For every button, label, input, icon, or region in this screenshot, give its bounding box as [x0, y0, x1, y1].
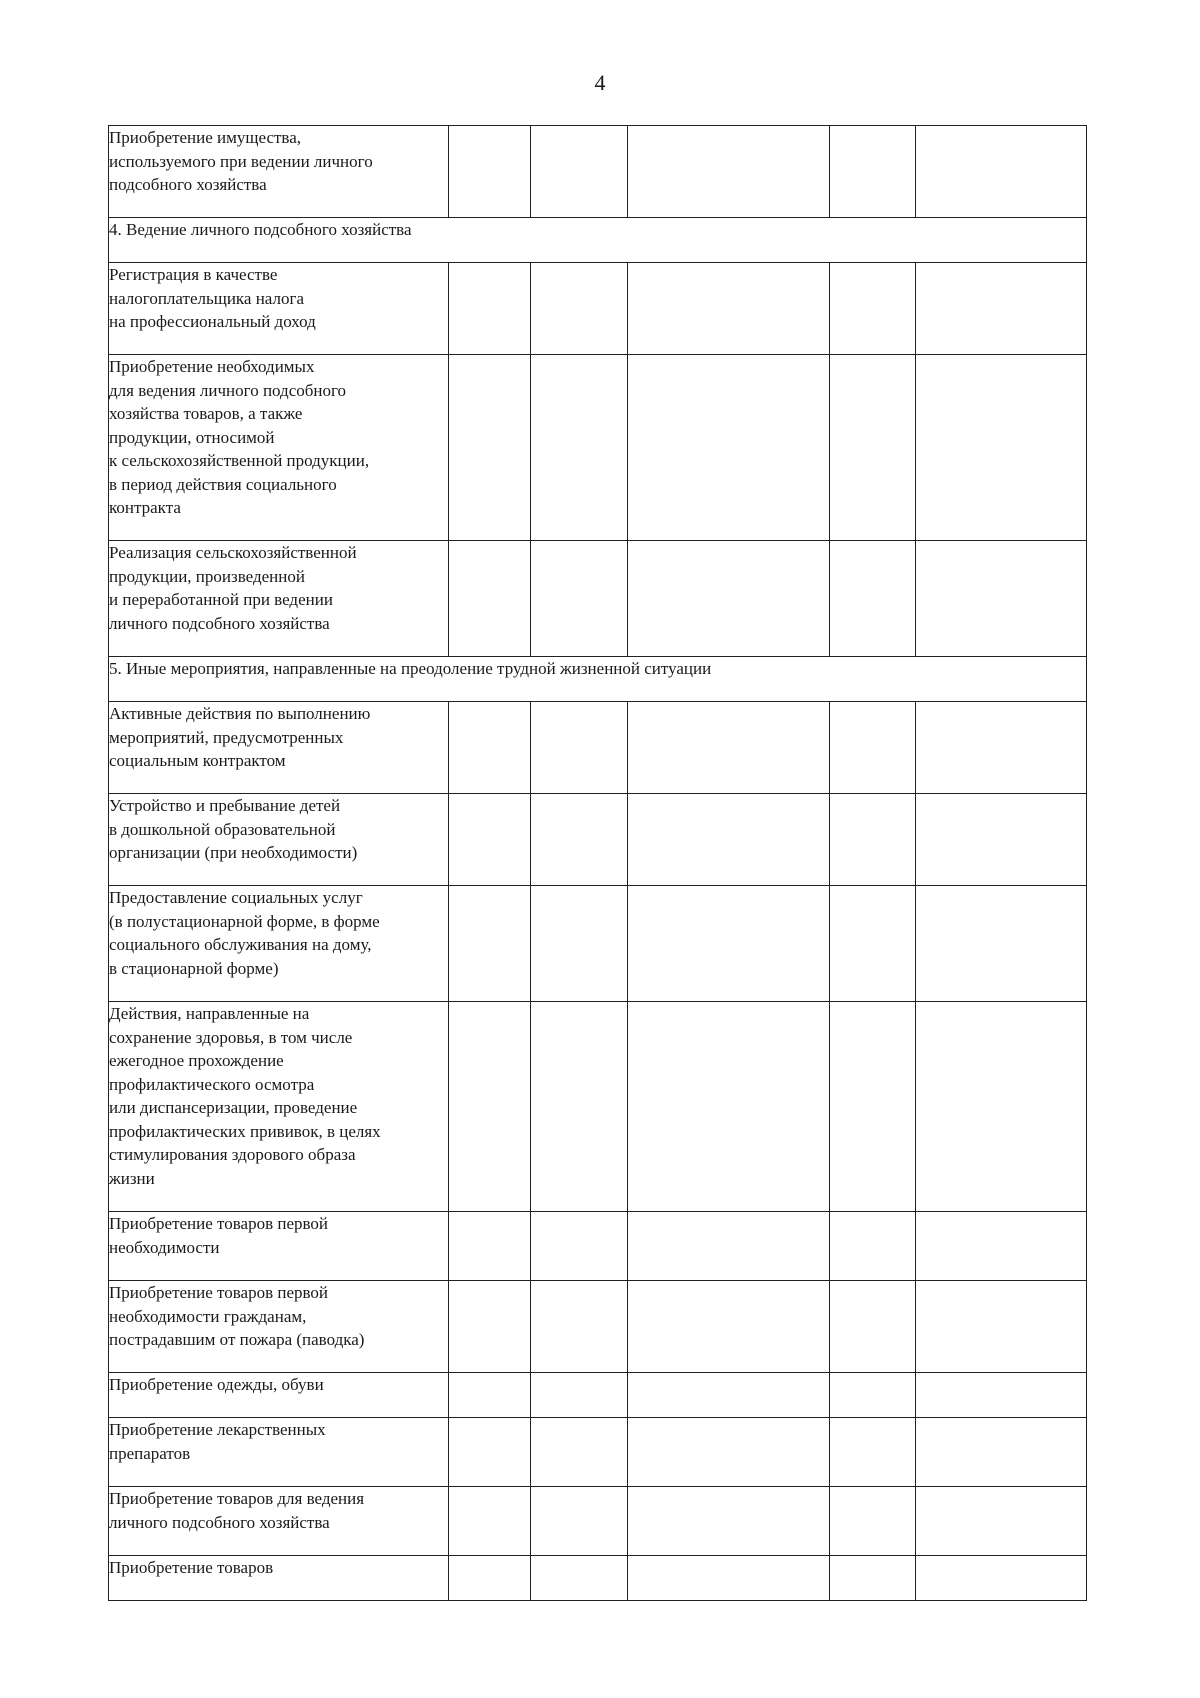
empty-cell [830, 355, 916, 541]
empty-cell [531, 1281, 628, 1373]
empty-cell [916, 1002, 1087, 1212]
measure-label: Приобретение имущества, используемого при ведении личного подсобного хозяйства [109, 126, 449, 218]
table-row [109, 1002, 1087, 1212]
empty-cell [449, 1373, 531, 1418]
empty-cell [531, 1556, 628, 1601]
empty-cell [531, 1373, 628, 1418]
measure-label: Предоставление социальных услуг (в полустационарной форме, в форме социального обслуживания на дому, в стационарной форме) [109, 886, 449, 1002]
empty-cell [916, 355, 1087, 541]
empty-cell [531, 886, 628, 1002]
empty-cell [531, 794, 628, 886]
empty-cell [916, 886, 1087, 1002]
measure-label: Приобретение необходимых для ведения личного подсобного хозяйства товаров, а также продукции, относимой к сельскохозяйственной продукции, в период действия социального контракта [109, 355, 449, 541]
empty-cell [830, 1002, 916, 1212]
empty-cell [916, 1373, 1087, 1418]
table-row [109, 126, 1087, 218]
empty-cell [916, 1487, 1087, 1556]
empty-cell [830, 886, 916, 1002]
empty-cell [916, 1212, 1087, 1281]
empty-cell [916, 702, 1087, 794]
empty-cell [628, 263, 830, 355]
empty-cell [628, 794, 830, 886]
empty-cell [449, 541, 531, 657]
empty-cell [628, 355, 830, 541]
empty-cell [449, 702, 531, 794]
section-heading: 4. Ведение личного подсобного хозяйства [109, 218, 1087, 263]
measure-label: Приобретение товаров для ведения личного подсобного хозяйства [109, 1487, 449, 1556]
measure-label: Активные действия по выполнению мероприятий, предусмотренных социальным контрактом [109, 702, 449, 794]
measure-label: Устройство и пребывание детей в дошкольной образовательной организации (при необходимости) [109, 794, 449, 886]
empty-cell [916, 1281, 1087, 1373]
empty-cell [628, 126, 830, 218]
table-body [109, 126, 1087, 1601]
table-row [109, 1212, 1087, 1281]
table-row [109, 886, 1087, 1002]
measure-label: Приобретение товаров первой необходимости [109, 1212, 449, 1281]
table-row [109, 1281, 1087, 1373]
table-row [109, 702, 1087, 794]
empty-cell [916, 263, 1087, 355]
table-row [109, 1556, 1087, 1601]
empty-cell [449, 1487, 531, 1556]
measure-label: Приобретение товаров первой необходимости гражданам, пострадавшим от пожара (паводка) [109, 1281, 449, 1373]
empty-cell [449, 794, 531, 886]
empty-cell [531, 702, 628, 794]
empty-cell [449, 1002, 531, 1212]
empty-cell [449, 1212, 531, 1281]
empty-cell [916, 794, 1087, 886]
table-row [109, 1373, 1087, 1418]
table-row [109, 1418, 1087, 1487]
table-row [109, 541, 1087, 657]
table-row [109, 1487, 1087, 1556]
empty-cell [916, 1556, 1087, 1601]
empty-cell [916, 126, 1087, 218]
empty-cell [830, 1556, 916, 1601]
empty-cell [449, 355, 531, 541]
empty-cell [531, 263, 628, 355]
empty-cell [830, 541, 916, 657]
table-row [109, 355, 1087, 541]
empty-cell [628, 702, 830, 794]
empty-cell [830, 702, 916, 794]
empty-cell [449, 126, 531, 218]
empty-cell [830, 1418, 916, 1487]
empty-cell [916, 1418, 1087, 1487]
empty-cell [830, 1487, 916, 1556]
section-heading: 5. Иные мероприятия, направленные на преодоление трудной жизненной ситуации [109, 657, 1087, 702]
empty-cell [449, 1556, 531, 1601]
measures-table [108, 125, 1087, 1601]
empty-cell [830, 1281, 916, 1373]
empty-cell [628, 541, 830, 657]
empty-cell [830, 126, 916, 218]
empty-cell [531, 355, 628, 541]
empty-cell [531, 1002, 628, 1212]
table-row [109, 263, 1087, 355]
measure-label: Приобретение товаров [109, 1556, 449, 1601]
empty-cell [628, 1002, 830, 1212]
empty-cell [531, 1487, 628, 1556]
empty-cell [449, 263, 531, 355]
measure-label: Действия, направленные на сохранение здоровья, в том числе ежегодное прохождение профилактического осмотра или диспансеризации, проведение профилактических прививок, в целях стимулирования здорового образа жизни [109, 1002, 449, 1212]
empty-cell [628, 1212, 830, 1281]
empty-cell [449, 1418, 531, 1487]
measure-label: Реализация сельскохозяйственной продукции, произведенной и переработанной при ведении личного подсобного хозяйства [109, 541, 449, 657]
empty-cell [628, 1487, 830, 1556]
page-number: 4 [594, 70, 606, 95]
empty-cell [449, 1281, 531, 1373]
empty-cell [628, 1418, 830, 1487]
empty-cell [830, 1373, 916, 1418]
empty-cell [916, 541, 1087, 657]
empty-cell [628, 1281, 830, 1373]
table-row [109, 794, 1087, 886]
empty-cell [628, 886, 830, 1002]
empty-cell [830, 794, 916, 886]
measure-label: Приобретение лекарственных препаратов [109, 1418, 449, 1487]
measure-label: Регистрация в качестве налогоплательщика налога на профессиональный доход [109, 263, 449, 355]
measure-label: Приобретение одежды, обуви [109, 1373, 449, 1418]
empty-cell [531, 1418, 628, 1487]
empty-cell [830, 1212, 916, 1281]
empty-cell [531, 1212, 628, 1281]
section-row [109, 657, 1087, 702]
empty-cell [531, 126, 628, 218]
empty-cell [628, 1373, 830, 1418]
empty-cell [830, 263, 916, 355]
empty-cell [449, 886, 531, 1002]
empty-cell [628, 1556, 830, 1601]
section-row [109, 218, 1087, 263]
empty-cell [531, 541, 628, 657]
